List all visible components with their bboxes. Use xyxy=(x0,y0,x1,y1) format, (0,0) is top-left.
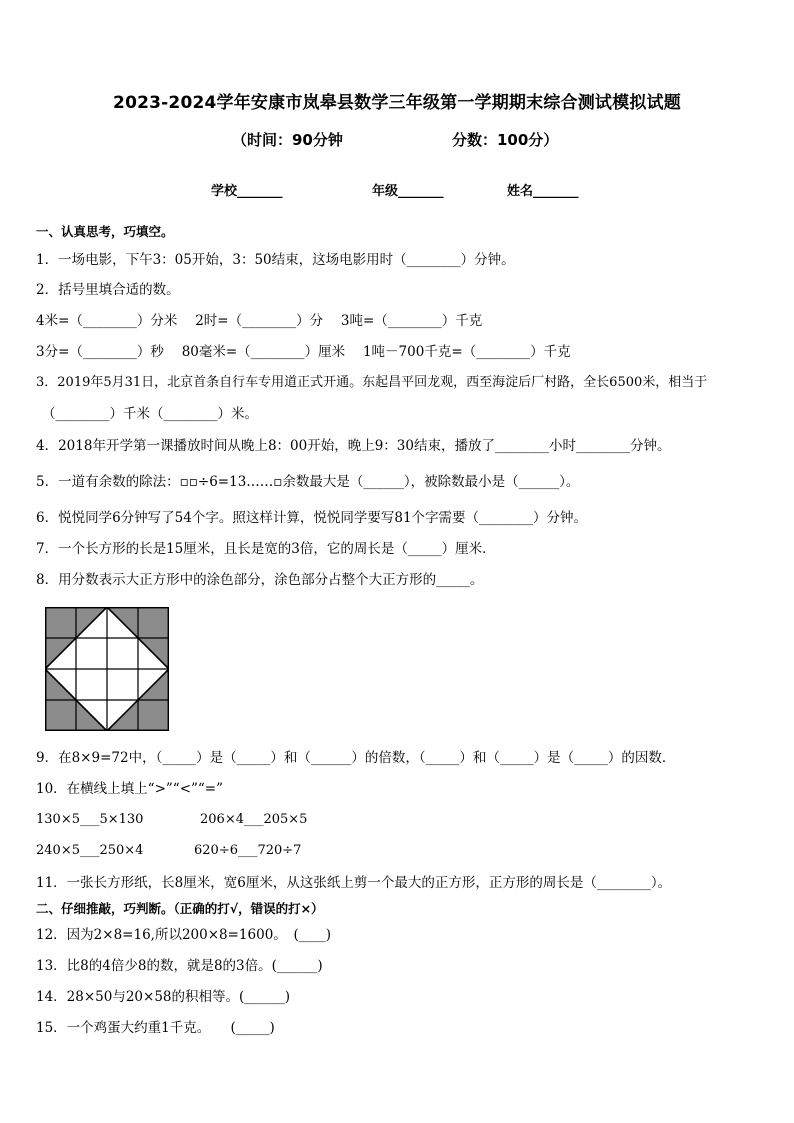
question-4: 4．2018年开学第一课播放时间从晚上8：00开始，晚上9：30结束，播放了________小时________分钟。 xyxy=(36,438,671,454)
question-10-d: 620÷6___720÷7 xyxy=(194,843,302,858)
question-3-cont: （________）千米（________）米。 xyxy=(42,406,258,422)
score-label: 分数：100分） xyxy=(452,131,559,149)
question-2-row2: 3分=（________）秒 80毫米=（________）厘米 1吨－700千克=（________）千克 xyxy=(36,344,571,360)
question-1: 1．一场电影，下午3：05开始，3：50结束，这场电影用时（________）分钟。 xyxy=(36,252,515,268)
question-10-a: 130×5___5×130 xyxy=(36,812,144,827)
question-10-b: 206×4___205×5 xyxy=(200,812,308,827)
grade-field: 年级_______ xyxy=(372,184,444,199)
question-6: 6．悦悦同学6分钟写了54个字。照这样计算，悦悦同学要写81个字需要（________）分钟。 xyxy=(36,510,588,526)
question-12: 12．因为2×8=16,所以200×8=1600。 (____) xyxy=(36,927,332,943)
question-11: 11．一张长方形纸，长8厘米，宽6厘米，从这张纸上剪一个最大的正方形，正方形的周长是（________）。 xyxy=(36,875,672,891)
school-field: 学校_______ xyxy=(211,184,283,199)
question-3: 3．2019年5月31日，北京首条自行车专用道正式开通。东起昌平回龙观，西至海淀后厂村路，全长6500米，相当于 xyxy=(36,375,708,390)
name-field: 姓名_______ xyxy=(507,184,579,199)
section1-heading: 一、认真思考，巧填空。 xyxy=(36,224,174,239)
section2-heading: 二、仔细推敲，巧判断。（正确的打√，错误的打×） xyxy=(36,901,324,916)
question-2: 2．括号里填合适的数。 xyxy=(36,282,180,298)
question-10: 10．在横线上填上“>”“<”“=” xyxy=(36,781,224,797)
time-label: （时间：90分钟 xyxy=(232,131,343,149)
question-2-row1: 4米=（________）分米 2时=（________）分 3吨=（________）千克 xyxy=(36,313,483,329)
question-8: 8．用分数表示大正方形中的涂色部分，涂色部分占整个大正方形的_____。 xyxy=(36,572,484,588)
question-15: 15．一个鸡蛋大约重1千克。 (_____) xyxy=(36,1020,275,1036)
shaded-square-figure xyxy=(45,607,169,731)
question-5: 5．一道有余数的除法：▫▫÷6=13……▫余数最大是（______），被除数最小是（______）。 xyxy=(36,474,580,490)
question-14: 14．28×50与20×58的积相等。(______) xyxy=(36,989,291,1005)
question-10-c: 240×5___250×4 xyxy=(36,843,144,858)
question-13: 13．比8的4倍少8的数，就是8的3倍。(______) xyxy=(36,958,323,974)
question-9: 9．在8×9=72中，（_____）是（_____）和（______）的倍数，（_____）和（_____）是（_____）的因数． xyxy=(36,750,676,766)
page-title: 2023-2024学年安康市岚皋县数学三年级第一学期期末综合测试模拟试题 xyxy=(113,93,681,113)
question-7: 7．一个长方形的长是15厘米，且长是宽的3倍，它的周长是（_____）厘米． xyxy=(36,541,496,557)
